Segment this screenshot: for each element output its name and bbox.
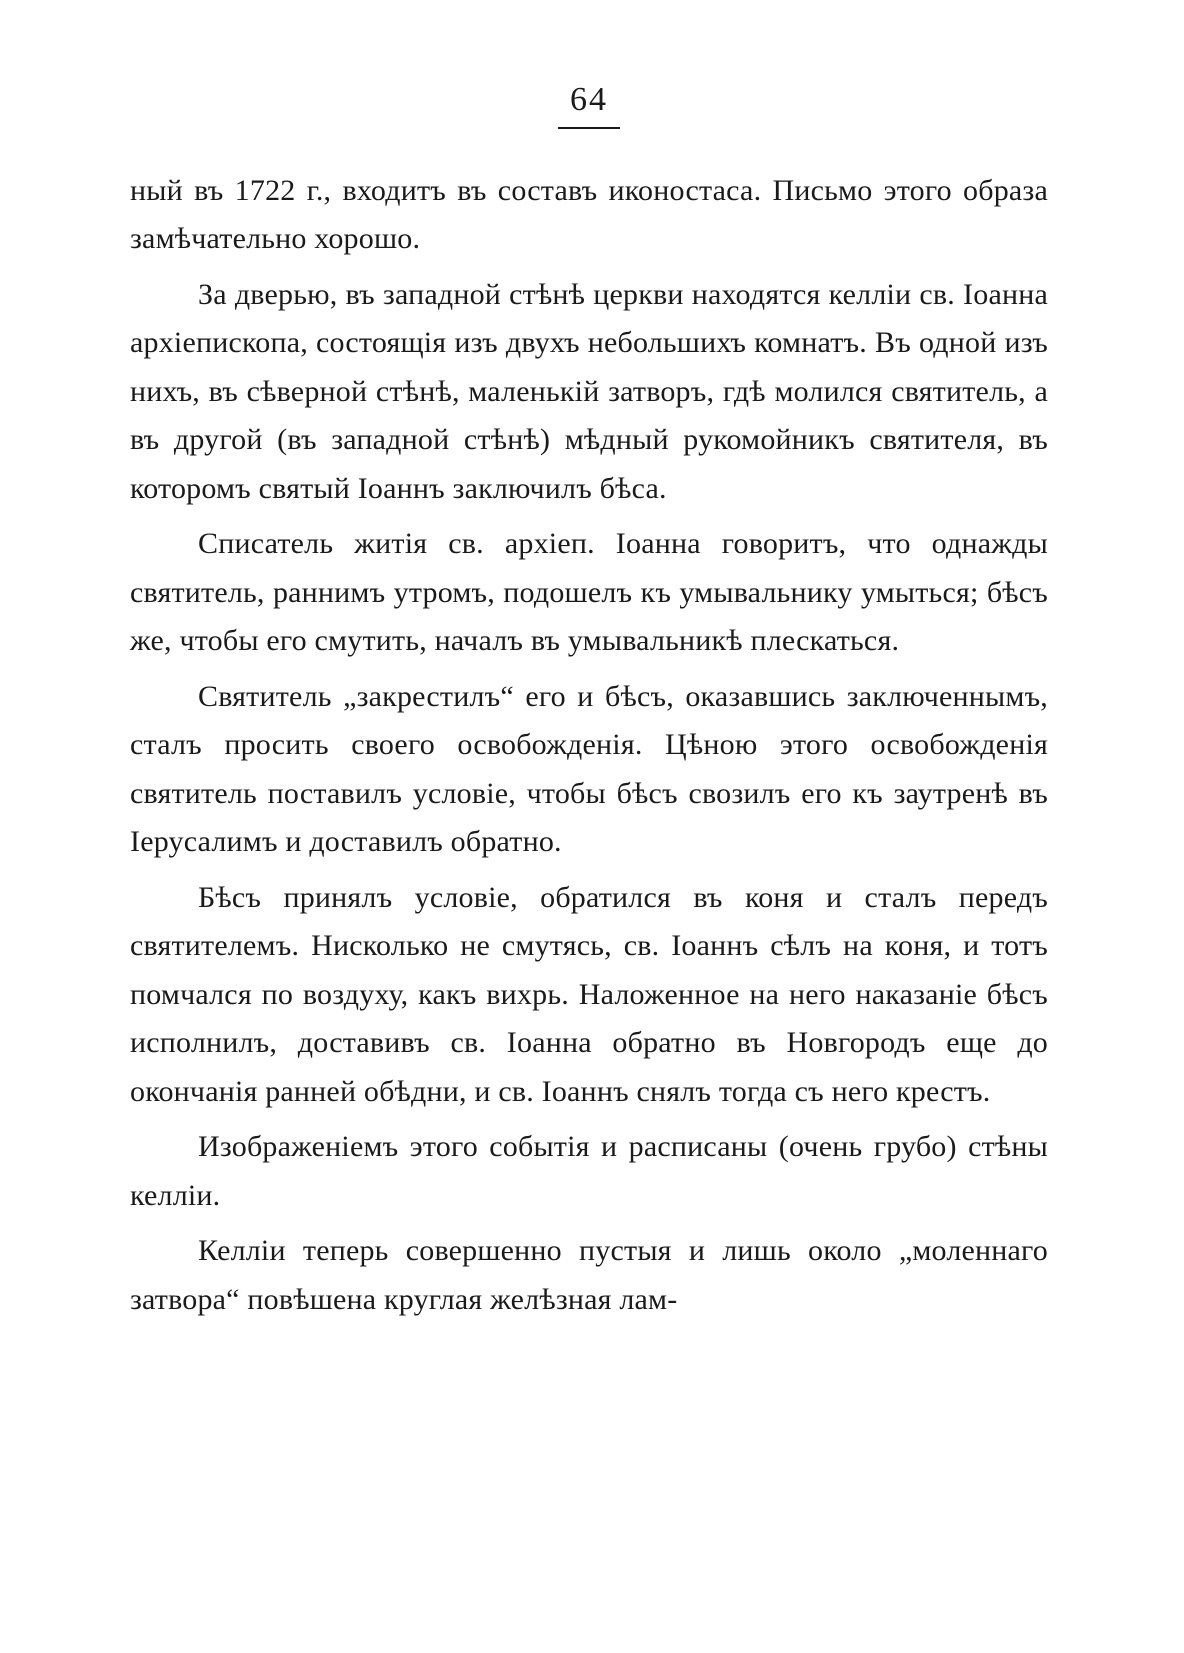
book-page	[130, 80, 1048, 1331]
paragraph-6: Изображеніемъ этого событія и расписаны (очень грубо) стѣны келліи.	[130, 1130, 1048, 1212]
paragraph-1: ный въ 1722 г., входитъ въ составъ иконостаса. Письмо этого образа замѣчательно хорошо.	[130, 173, 1048, 256]
page-body	[130, 167, 1048, 1325]
page-header	[130, 80, 1048, 129]
paragraph-7: Келліи теперь совершенно пустыя и лишь около „моленнаго затвора“ повѣшена круглая желѣзная лам-	[130, 1234, 1048, 1316]
paragraph-5: Бѣсъ принялъ условіе, обратился въ коня и сталъ передъ святителемъ. Нисколько не смутясь, св. Іоаннъ сѣлъ на коня, и тотъ помчался по воздуху, какъ вихрь. Наложенное на него наказаніе бѣсъ исполнилъ, доставивъ св. Іоанна обратно въ Новгородъ еще до окончанія ранней обѣдни, и св. Іоаннъ снялъ тогда съ него крестъ.	[130, 880, 1048, 1108]
paragraph-4: Святитель „закрестилъ“ его и бѣсъ, оказавшись заключеннымъ, сталъ просить своего освобожденія. Цѣною этого освобожденія святитель поставилъ условіе, чтобы бѣсъ свозилъ его къ заутренѣ въ Іерусалимъ и доставилъ обратно.	[130, 679, 1048, 859]
paragraph-2: За дверью, въ западной стѣнѣ церкви находятся келліи св. Іоанна архіепископа, состоящія изъ двухъ небольшихъ комнатъ. Въ одной изъ нихъ, въ сѣверной стѣнѣ, маленькій затворъ, гдѣ молился святитель, а въ другой (въ западной стѣнѣ) мѣдный рукомойникъ святителя, въ которомъ святый Іоаннъ заключилъ бѣса.	[130, 277, 1048, 505]
paragraph-3: Списатель житія св. архіеп. Іоанна говоритъ, что однажды святитель, раннимъ утромъ, подошелъ къ умывальнику умыться; бѣсъ же, чтобы его смутить, началъ въ умывальникѣ плескаться.	[130, 527, 1048, 658]
page-number: 64	[558, 80, 620, 129]
